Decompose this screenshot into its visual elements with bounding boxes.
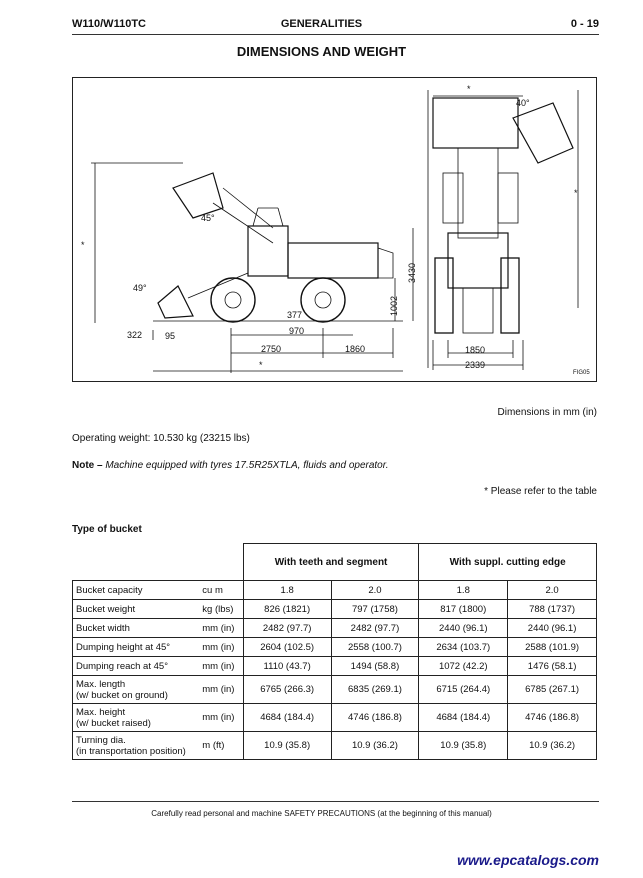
dim-49-angle: 49°: [133, 283, 147, 293]
cell: 2482 (97.7): [331, 619, 419, 638]
row-label-line1: Max. length: [76, 678, 126, 690]
dim-2750: 2750: [261, 344, 282, 354]
note-label: Note –: [72, 460, 103, 471]
header-page-number: 0 - 19: [570, 18, 599, 30]
cell: 1476 (58.1): [508, 657, 597, 676]
note-text: Machine equipped with tyres 17.5R25XTLA, fluids and operator.: [105, 460, 389, 471]
row-unit: kg (lbs): [199, 600, 243, 619]
row-unit: mm (in): [199, 657, 243, 676]
row-label-line2: (w/ bucket on ground): [76, 689, 168, 701]
refer-table-note: * Please refer to the table: [484, 486, 597, 497]
cell: 10.9 (36.2): [508, 732, 597, 760]
dim-2339: 2339: [465, 360, 486, 370]
header-cutting-edge: With suppl. cutting edge: [419, 544, 597, 581]
cell: 2558 (100.7): [331, 638, 419, 657]
row-unit: cu m: [199, 581, 243, 600]
note: [72, 460, 388, 471]
cell: 10.9 (35.8): [419, 732, 508, 760]
table-row: [73, 619, 597, 638]
cell: 4746 (186.8): [508, 704, 597, 732]
row-label-line1: Turning dia.: [76, 734, 126, 746]
cell: 826 (1821): [243, 600, 331, 619]
dim-970: 970: [289, 326, 305, 336]
figure-code: FIG05: [573, 370, 590, 376]
star-length: *: [259, 360, 263, 370]
bucket-spec-table: [72, 543, 597, 760]
dim-1002: 1002: [389, 295, 399, 316]
row-label: Bucket weight: [73, 600, 200, 619]
cell: 10.9 (36.2): [331, 732, 419, 760]
footer-divider: [72, 801, 599, 802]
row-label: Dumping reach at 45°: [73, 657, 200, 676]
footer-safety-note: Carefully read personal and machine SAFETY PRECAUTIONS (at the beginning of this manual): [151, 809, 492, 818]
dimensions-unit-note: Dimensions in mm (in): [497, 407, 597, 418]
dim-40-angle: 40°: [516, 98, 530, 108]
header-divider: [72, 34, 599, 35]
star-top: *: [467, 84, 471, 94]
bucket-type-title: Type of bucket: [72, 524, 142, 535]
table-row: [73, 638, 597, 657]
cell: 6785 (267.1): [508, 676, 597, 704]
cell: 1110 (43.7): [243, 657, 331, 676]
cell: 6765 (266.3): [243, 676, 331, 704]
dim-1850: 1850: [465, 345, 486, 355]
row-label: [73, 676, 200, 704]
cell: 2.0: [331, 581, 419, 600]
cell: 1072 (42.2): [419, 657, 508, 676]
table-row: [73, 732, 597, 760]
row-label-line2: (in transportation position): [76, 745, 186, 757]
dim-322: 322: [127, 330, 143, 340]
header-teeth-segment: With teeth and segment: [243, 544, 419, 581]
row-label: Bucket width: [73, 619, 200, 638]
cell: 2588 (101.9): [508, 638, 597, 657]
cell: 1.8: [419, 581, 508, 600]
row-label-line2: (w/ bucket raised): [76, 717, 151, 729]
row-label: Dumping height at 45°: [73, 638, 200, 657]
watermark-url: www.epcatalogs.com: [457, 852, 599, 868]
cell: 6835 (269.1): [331, 676, 419, 704]
row-label: Bucket capacity: [73, 581, 200, 600]
row-label: [73, 732, 200, 760]
cell: 2604 (102.5): [243, 638, 331, 657]
dim-377: 377: [287, 310, 303, 320]
cell: 10.9 (35.8): [243, 732, 331, 760]
cell: 2634 (103.7): [419, 638, 508, 657]
cell: 2440 (96.1): [419, 619, 508, 638]
table-row: [73, 581, 597, 600]
row-unit: mm (in): [199, 619, 243, 638]
cell: 2482 (97.7): [243, 619, 331, 638]
cell: 6715 (264.4): [419, 676, 508, 704]
star-height: *: [81, 240, 85, 250]
cell: 4746 (186.8): [331, 704, 419, 732]
star-right: *: [574, 188, 578, 198]
row-unit: m (ft): [199, 732, 243, 760]
cell: 1494 (58.8): [331, 657, 419, 676]
cell: 797 (1758): [331, 600, 419, 619]
header-model: W110/W110TC: [72, 18, 146, 30]
dim-3430: 3430: [407, 262, 417, 283]
table-corner: [73, 544, 244, 581]
cell: 817 (1800): [419, 600, 508, 619]
cell: 1.8: [243, 581, 331, 600]
table-row: [73, 676, 597, 704]
dim-95: 95: [165, 331, 176, 341]
cell: 4684 (184.4): [419, 704, 508, 732]
row-unit: mm (in): [199, 704, 243, 732]
operating-weight: Operating weight: 10.530 kg (23215 lbs): [72, 433, 250, 444]
row-unit: mm (in): [199, 676, 243, 704]
page-title: DIMENSIONS AND WEIGHT: [236, 44, 407, 59]
table-row: [73, 657, 597, 676]
row-label: [73, 704, 200, 732]
dim-1860: 1860: [345, 344, 366, 354]
table-row: [73, 704, 597, 732]
header-section: GENERALITIES: [280, 18, 363, 30]
row-unit: mm (in): [199, 638, 243, 657]
cell: 788 (1737): [508, 600, 597, 619]
table-row: [73, 600, 597, 619]
cell: 2.0: [508, 581, 597, 600]
row-label-line1: Max. height: [76, 706, 126, 718]
cell: 4684 (184.4): [243, 704, 331, 732]
dim-45-angle: 45°: [201, 213, 215, 223]
dimension-figure: [72, 77, 597, 382]
cell: 2440 (96.1): [508, 619, 597, 638]
